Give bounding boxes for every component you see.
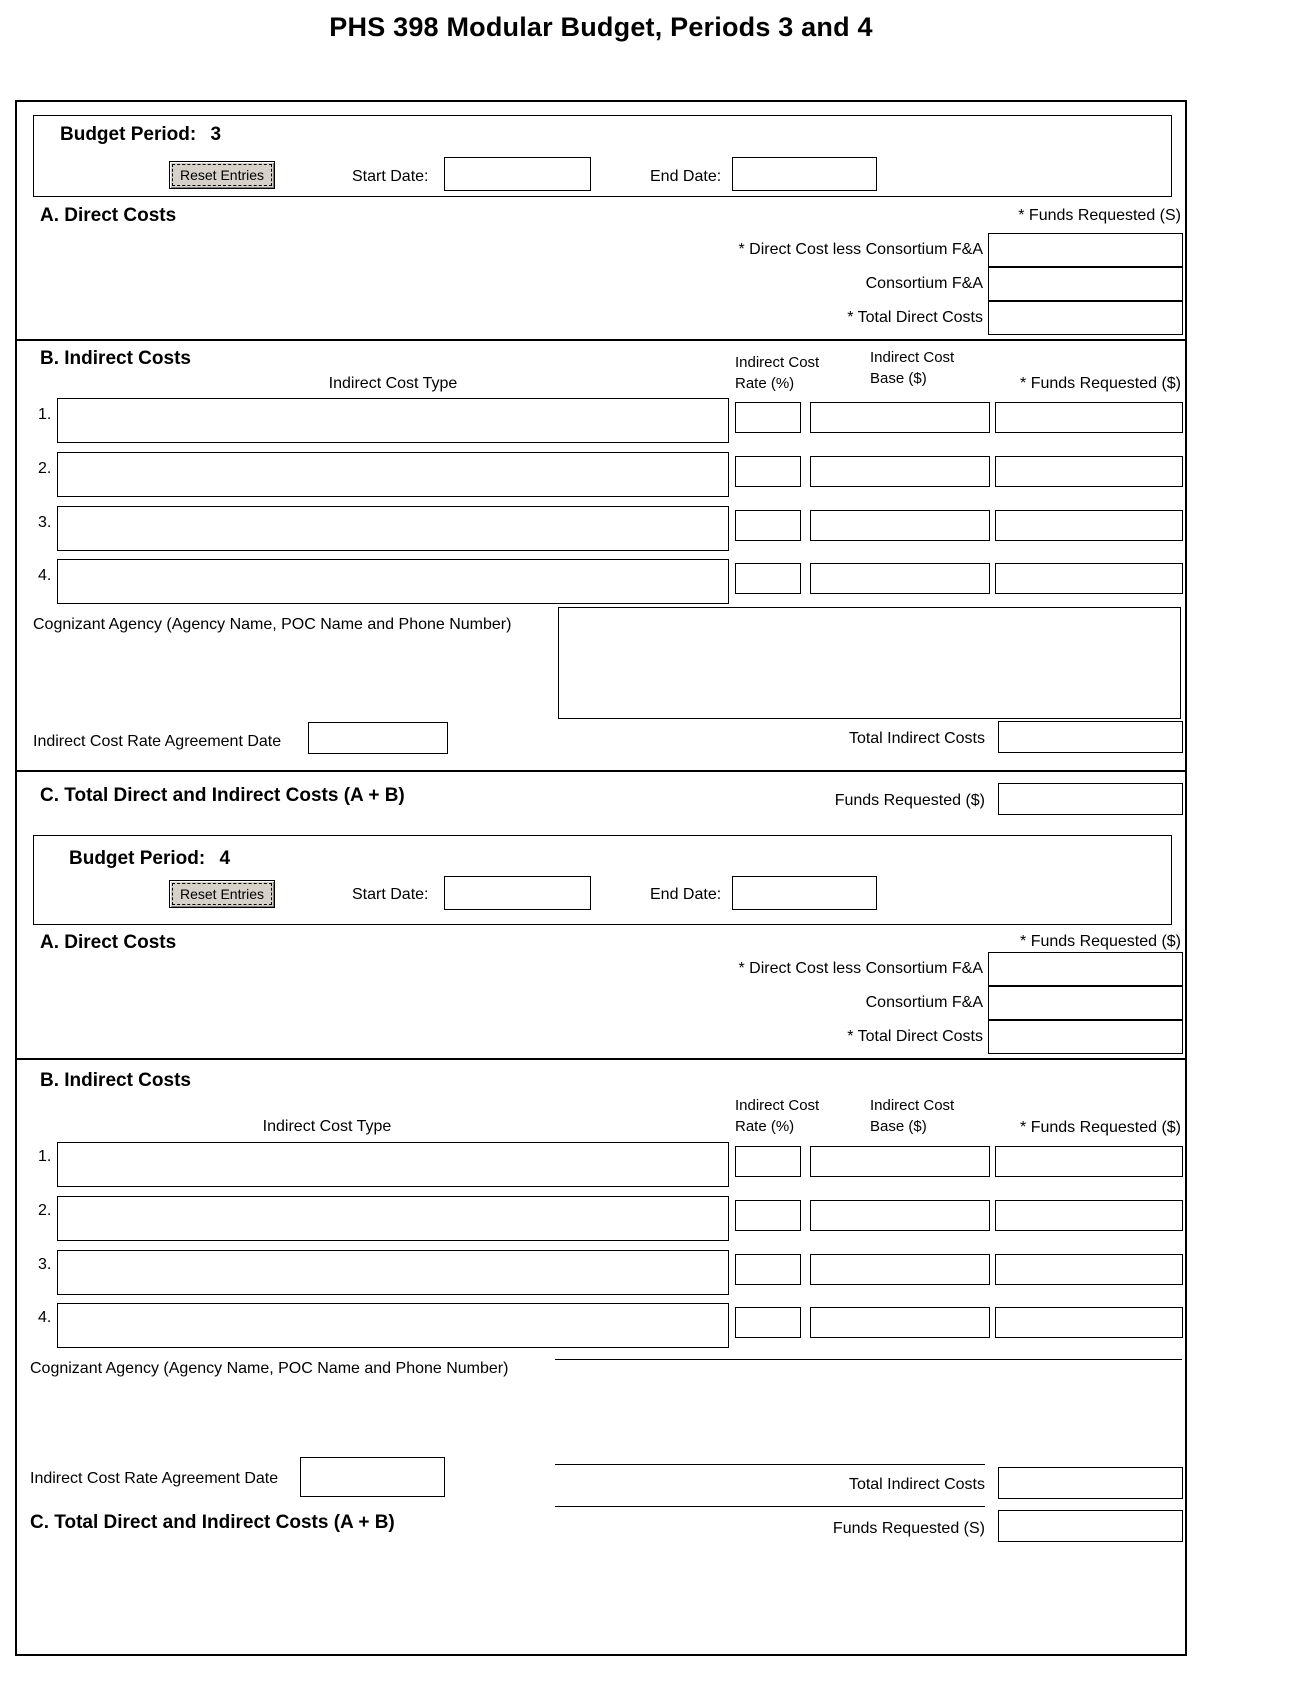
p4-total-indirect-label: Total Indirect Costs bbox=[848, 1476, 985, 1493]
row-number: 4. bbox=[38, 567, 52, 584]
section-divider bbox=[17, 339, 1185, 341]
row-number: 2. bbox=[38, 460, 52, 477]
p4-indirect-base-input-3[interactable] bbox=[810, 1254, 990, 1285]
p3-indirect-costs-heading: B. Indirect Costs bbox=[40, 348, 191, 369]
p3-indirect-rate-input-4[interactable] bbox=[735, 563, 801, 594]
budget-period-3-panel bbox=[33, 115, 1172, 197]
p4-indirect-funds-input-1[interactable] bbox=[995, 1146, 1183, 1177]
p4-indirect-cost-type-header: Indirect Cost Type bbox=[262, 1118, 392, 1135]
p4-indirect-funds-input-2[interactable] bbox=[995, 1200, 1183, 1231]
p3-total-indirect-input[interactable] bbox=[998, 721, 1183, 753]
p4-indirect-funds-input-3[interactable] bbox=[995, 1254, 1183, 1285]
p4-end-date-input[interactable] bbox=[732, 876, 877, 910]
p4-funds-requested-label: Funds Requested (S) bbox=[832, 1520, 985, 1537]
indirect-cost-text: Indirect Cost bbox=[870, 1097, 955, 1114]
cognizant-agency-line bbox=[555, 1359, 1182, 1360]
p3-indirect-funds-input-4[interactable] bbox=[995, 563, 1183, 594]
p4-indirect-base-header bbox=[870, 1095, 954, 1137]
p4-cognizant-agency-label: Cognizant Agency (Agency Name, POC Name and Phone Number) bbox=[30, 1360, 509, 1377]
p3-total-funds-input[interactable] bbox=[998, 783, 1183, 815]
p3-funds-requested-label: Funds Requested ($) bbox=[834, 792, 985, 809]
indirect-cost-text: Indirect Cost bbox=[735, 1097, 820, 1114]
indirect-cost-text: Indirect Cost bbox=[735, 354, 820, 371]
p4-indirect-rate-header bbox=[735, 1095, 819, 1137]
p3-direct-costs-heading: A. Direct Costs bbox=[40, 205, 177, 226]
rate-pct-text: Rate (%) bbox=[735, 1118, 795, 1135]
section-divider bbox=[17, 1058, 1185, 1060]
p4-total-direct-costs-input[interactable] bbox=[988, 1020, 1183, 1054]
p4-indirect-rate-input-1[interactable] bbox=[735, 1146, 801, 1177]
p3-indirect-base-input-4[interactable] bbox=[810, 563, 990, 594]
p3-total-indirect-label: Total Indirect Costs bbox=[848, 730, 985, 747]
p4-agreement-date-label: Indirect Cost Rate Agreement Date bbox=[30, 1470, 279, 1487]
p3-indirect-rate-input-3[interactable] bbox=[735, 510, 801, 541]
budget-period-4-panel bbox=[33, 835, 1172, 925]
p3-indirect-rate-header bbox=[735, 352, 819, 394]
p4-consortium-fa-input[interactable] bbox=[988, 986, 1183, 1020]
p3-indirect-base-input-1[interactable] bbox=[810, 402, 990, 433]
p4-start-date-input[interactable] bbox=[444, 876, 591, 910]
total-indirect-line bbox=[555, 1464, 985, 1465]
base-dollar-text: Base ($) bbox=[870, 370, 927, 387]
p3-total-direct-costs-input[interactable] bbox=[988, 301, 1183, 335]
p3-consortium-fa-label: Consortium F&A bbox=[865, 275, 983, 292]
p4-indirect-rate-input-4[interactable] bbox=[735, 1307, 801, 1338]
p4-indirect-type-input-4[interactable] bbox=[57, 1303, 729, 1348]
p3-indirect-rate-input-1[interactable] bbox=[735, 402, 801, 433]
section-divider bbox=[17, 770, 1185, 772]
row-number: 2. bbox=[38, 1202, 52, 1219]
p3-indirect-funds-input-3[interactable] bbox=[995, 510, 1183, 541]
p4-indirect-type-input-2[interactable] bbox=[57, 1196, 729, 1241]
p4-total-section-heading: C. Total Direct and Indirect Costs (A + B) bbox=[30, 1512, 395, 1533]
reset-entries-label: Reset Entries bbox=[172, 164, 272, 186]
p3-indirect-funds-header: * Funds Requested ($) bbox=[1020, 375, 1181, 392]
p4-indirect-costs-heading: B. Indirect Costs bbox=[40, 1070, 191, 1091]
p3-indirect-cost-type-header: Indirect Cost Type bbox=[328, 375, 458, 392]
budget-period-label: Budget Period: bbox=[69, 848, 206, 869]
row-number: 3. bbox=[38, 514, 52, 531]
p3-total-direct-costs-label: * Total Direct Costs bbox=[847, 309, 983, 326]
row-number: 1. bbox=[38, 1148, 52, 1165]
p3-end-date-label: End Date: bbox=[650, 168, 722, 185]
base-dollar-text: Base ($) bbox=[870, 1118, 927, 1135]
p3-indirect-type-input-1[interactable] bbox=[57, 398, 729, 443]
p4-indirect-rate-input-2[interactable] bbox=[735, 1200, 801, 1231]
budget-period-3-heading bbox=[60, 124, 221, 146]
p4-indirect-base-input-2[interactable] bbox=[810, 1200, 990, 1231]
row-number: 3. bbox=[38, 1256, 52, 1273]
p4-end-date-label: End Date: bbox=[650, 886, 722, 903]
reset-entries-label: Reset Entries bbox=[172, 883, 272, 905]
row-number: 1. bbox=[38, 406, 52, 423]
row-number: 4. bbox=[38, 1309, 52, 1326]
p3-indirect-funds-input-2[interactable] bbox=[995, 456, 1183, 487]
p4-funds-requested-header: * Funds Requested ($) bbox=[1020, 933, 1181, 950]
p4-direct-costs-heading: A. Direct Costs bbox=[40, 932, 177, 953]
p4-consortium-fa-label: Consortium F&A bbox=[865, 994, 983, 1011]
p4-indirect-rate-input-3[interactable] bbox=[735, 1254, 801, 1285]
p3-agreement-date-label: Indirect Cost Rate Agreement Date bbox=[33, 733, 282, 750]
p3-total-section-heading: C. Total Direct and Indirect Costs (A + B) bbox=[40, 785, 405, 806]
funds-requested-line bbox=[555, 1506, 985, 1507]
p3-cognizant-agency-label: Cognizant Agency (Agency Name, POC Name and Phone Number) bbox=[33, 616, 512, 633]
p3-consortium-fa-input[interactable] bbox=[988, 267, 1183, 301]
p3-indirect-base-input-3[interactable] bbox=[810, 510, 990, 541]
p3-indirect-type-input-3[interactable] bbox=[57, 506, 729, 551]
p3-start-date-label: Start Date: bbox=[352, 168, 429, 185]
p3-funds-requested-header: * Funds Requested (S) bbox=[1018, 207, 1181, 224]
p4-direct-less-consortium-label: * Direct Cost less Consortium F&A bbox=[738, 960, 983, 977]
p3-indirect-rate-input-2[interactable] bbox=[735, 456, 801, 487]
budget-period-number: 4 bbox=[219, 848, 231, 869]
rate-pct-text: Rate (%) bbox=[735, 375, 795, 392]
p4-indirect-funds-input-4[interactable] bbox=[995, 1307, 1183, 1338]
budget-period-number: 3 bbox=[210, 124, 222, 145]
budget-period-4-heading bbox=[69, 848, 230, 870]
p3-end-date-input[interactable] bbox=[732, 157, 877, 191]
p3-indirect-base-header bbox=[870, 347, 954, 389]
p4-start-date-label: Start Date: bbox=[352, 886, 429, 903]
p3-indirect-funds-input-1[interactable] bbox=[995, 402, 1183, 433]
page-title: PHS 398 Modular Budget, Periods 3 and 4 bbox=[329, 12, 873, 42]
p4-direct-less-consortium-input[interactable] bbox=[988, 952, 1183, 986]
p3-indirect-base-input-2[interactable] bbox=[810, 456, 990, 487]
p3-start-date-input[interactable] bbox=[444, 157, 591, 191]
p3-direct-less-consortium-label: * Direct Cost less Consortium F&A bbox=[738, 241, 983, 258]
p3-cognizant-agency-input[interactable] bbox=[558, 607, 1181, 719]
p4-indirect-type-input-3[interactable] bbox=[57, 1250, 729, 1295]
p3-reset-entries-button[interactable] bbox=[169, 161, 275, 189]
p4-total-funds-input[interactable] bbox=[998, 1510, 1183, 1542]
p4-agreement-date-input[interactable] bbox=[300, 1457, 445, 1497]
indirect-cost-text: Indirect Cost bbox=[870, 349, 955, 366]
p4-indirect-funds-header: * Funds Requested ($) bbox=[1020, 1119, 1181, 1136]
p4-reset-entries-button[interactable] bbox=[169, 880, 275, 908]
p3-indirect-type-input-4[interactable] bbox=[57, 559, 729, 604]
p4-indirect-base-input-4[interactable] bbox=[810, 1307, 990, 1338]
budget-period-label: Budget Period: bbox=[60, 124, 197, 145]
form-border bbox=[15, 100, 1187, 1656]
p4-total-direct-costs-label: * Total Direct Costs bbox=[847, 1028, 983, 1045]
p4-indirect-type-input-1[interactable] bbox=[57, 1142, 729, 1187]
p4-total-indirect-input[interactable] bbox=[998, 1467, 1183, 1499]
p3-agreement-date-input[interactable] bbox=[308, 722, 448, 754]
p4-indirect-base-input-1[interactable] bbox=[810, 1146, 990, 1177]
p3-direct-less-consortium-input[interactable] bbox=[988, 233, 1183, 267]
p3-indirect-type-input-2[interactable] bbox=[57, 452, 729, 497]
